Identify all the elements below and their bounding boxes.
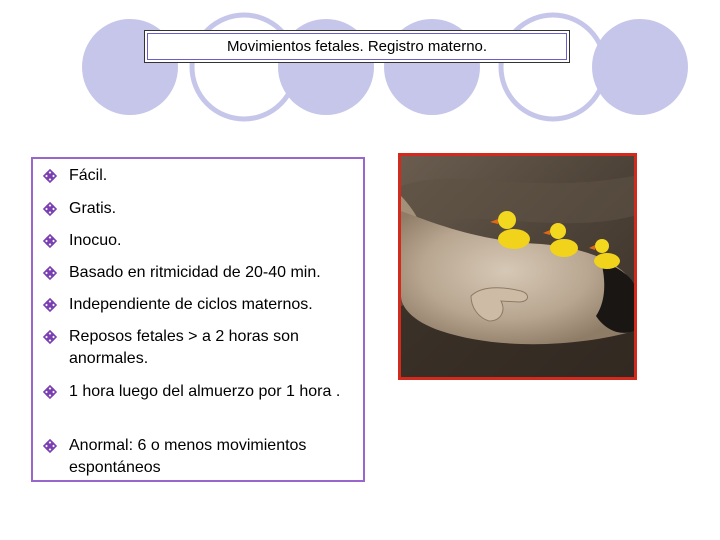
diamond-bullet-icon [43, 385, 57, 399]
diamond-bullet-icon [43, 234, 57, 248]
list-item-text: Anormal: 6 o menos movimientos espontáneos [69, 437, 307, 476]
diamond-bullet-icon [43, 439, 57, 453]
list-item-text: Independiente de ciclos maternos. [69, 296, 313, 313]
diamond-bullet-icon [43, 169, 57, 183]
photo-illustration [401, 156, 634, 377]
list-item-text: Inocuo. [69, 232, 122, 249]
slide-title [144, 30, 570, 63]
list-item [43, 381, 361, 403]
diamond-bullet-icon [43, 330, 57, 344]
pregnant-belly-ducks-photo [398, 153, 637, 380]
decorative-circle [592, 19, 688, 115]
decorative-circles [0, 0, 720, 140]
list-item [43, 230, 361, 252]
slide-title-text: Movimientos fetales. Registro materno. [226, 38, 488, 55]
list-item-text: Reposos fetales > a 2 horas son anormales. [69, 328, 299, 367]
list-item-text: 1 hora luego del almuerzo por 1 hora . [69, 383, 341, 400]
list-item [43, 435, 361, 479]
diamond-bullet-icon [43, 298, 57, 312]
list-item [43, 165, 361, 187]
list-item-text: Basado en ritmicidad de 20-40 min. [69, 264, 321, 281]
list-item [43, 326, 361, 370]
bullet-list-box [31, 157, 365, 482]
diamond-bullet-icon [43, 266, 57, 280]
list-item-text: Fácil. [69, 167, 108, 184]
list-item [43, 294, 361, 316]
diamond-bullet-icon [43, 202, 57, 216]
list-item [43, 198, 361, 220]
list-item [43, 262, 361, 284]
list-item-text: Gratis. [69, 200, 117, 217]
